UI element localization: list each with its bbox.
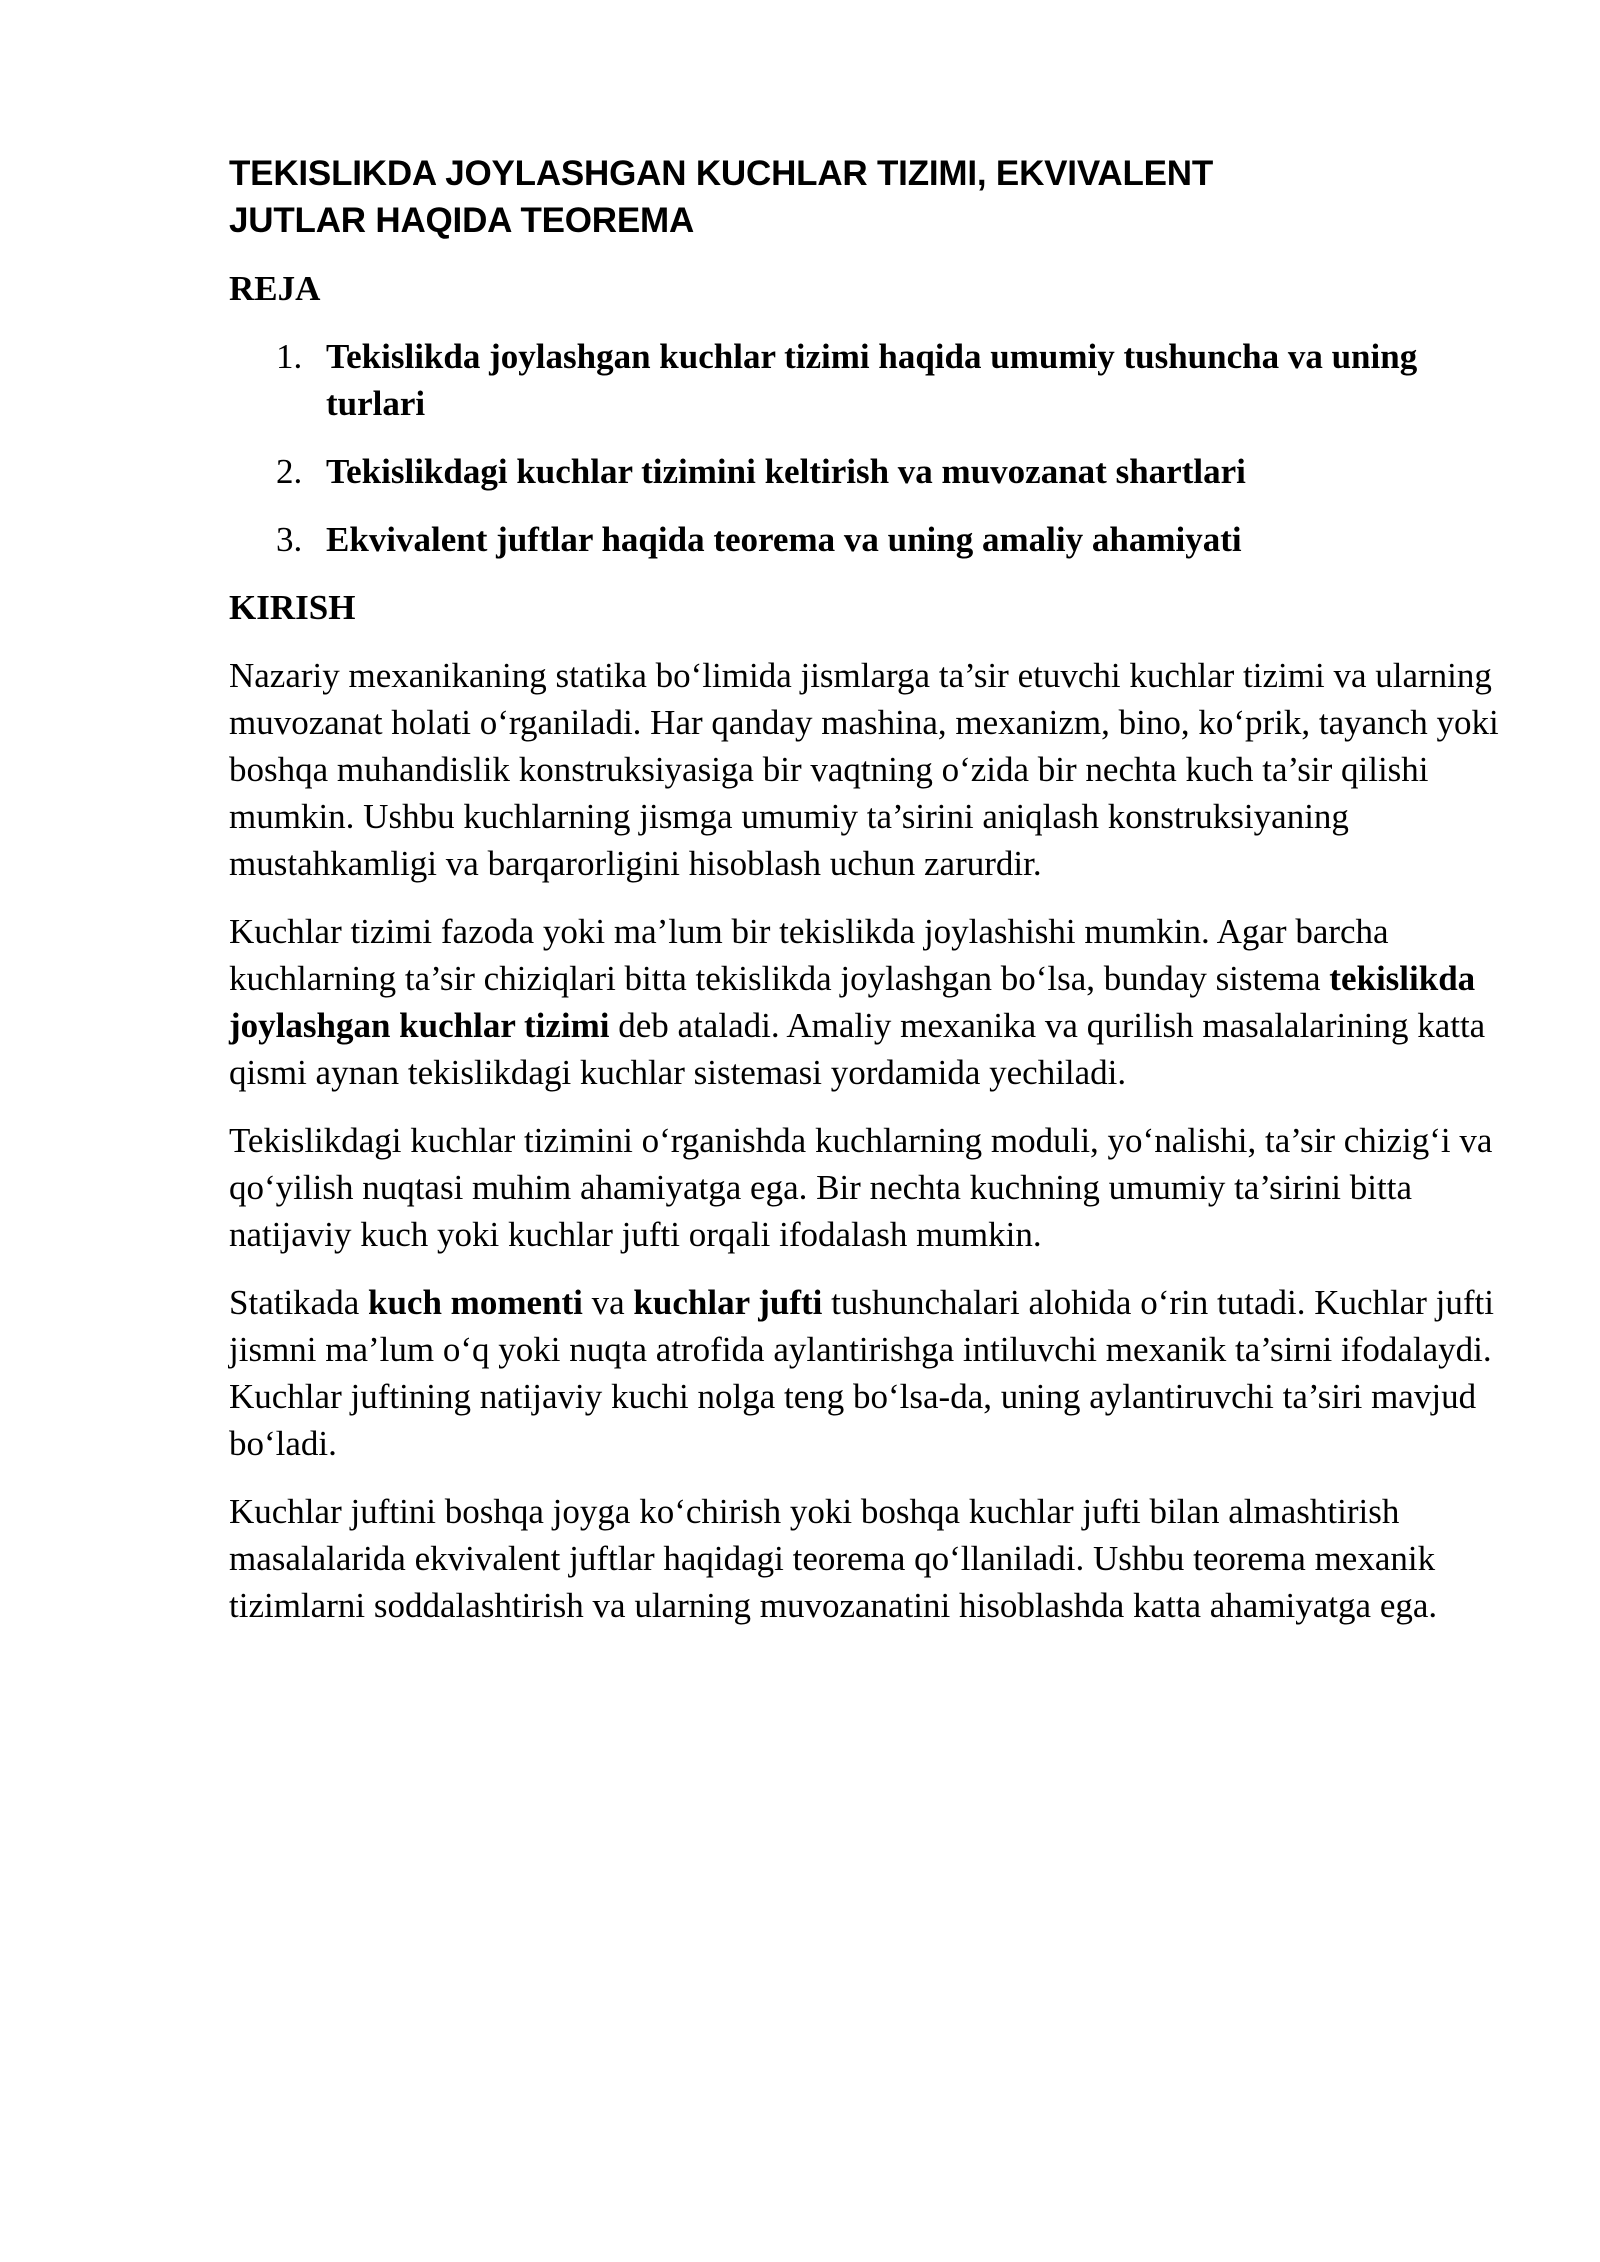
paragraph-text: Statikada <box>229 1283 368 1322</box>
bold-term: tekislikda joylashgan kuchlar tizimi <box>229 959 1476 1045</box>
title-line-2: JUTLAR HAQIDA TEOREMA <box>229 201 695 240</box>
plan-item-text: Tekislikdagi kuchlar tizimini keltirish va muvozanat shartlari <box>326 452 1246 491</box>
paragraph-text: tushunchalari alohida o‘rin tutadi. Kuchlar jufti jismni ma’lum o‘q yoki nuqta atrofida aylantirishga intiluvchi mexanik ta’sirni ifodalaydi. Kuchlar juftining natijaviy kuchi nolga teng bo‘lsa-da, uning aylantiruvchi ta’siri mavjud bo‘ladi. <box>229 1283 1495 1463</box>
paragraph-text: Kuchlar tizimi fazoda yoki ma’lum bir tekislikda joylashishi mumkin. Agar barcha kuchlarning ta’sir chiziqlari bitta tekislikda joylashgan bo‘lsa, bunday sistema <box>229 912 1389 998</box>
plan-item-number: 3. <box>276 520 303 559</box>
intro-paragraph-3: Tekislikdagi kuchlar tizimini o‘rganishda kuchlarning moduli, yo‘nalishi, ta’sir chizig‘i va qo‘yilish nuqtasi muhim ahamiyatga ega. Bir nechta kuchning umumiy ta’sirini bitta natijaviy kuch yoki kuchlar jufti orqali ifodalash mumkin. <box>229 1121 1493 1254</box>
plan-heading: REJA <box>229 269 321 308</box>
plan-item-text: Tekislikda joylashgan kuchlar tizimi haqida umumiy tushuncha va uning turlari <box>326 337 1418 423</box>
document-page <box>229 150 1499 1650</box>
intro-paragraph-2 <box>229 908 1499 1096</box>
title-line-1: TEKISLIKDA JOYLASHGAN KUCHLAR TIZIMI, EKVIVALENT <box>229 154 1214 193</box>
plan-item-1 <box>229 333 1499 427</box>
plan-item-3 <box>229 516 1499 563</box>
plan-item-number: 2. <box>276 452 303 491</box>
intro-paragraph-5: Kuchlar juftini boshqa joyga ko‘chirish yoki boshqa kuchlar jufti bilan almashtirish masalalarida ekvivalent juftlar haqidagi teorema qo‘llaniladi. Ushbu teorema mexanik tizimlarni soddalashtirish va ularning muvozanatini hisoblashda katta ahamiyatga ega. <box>229 1492 1438 1625</box>
bold-term: kuch momenti <box>368 1283 583 1322</box>
paragraph-text: deb ataladi. Amaliy mexanika va qurilish masalalarining katta qismi aynan tekislikdagi kuchlar sistemasi yordamida yechiladi. <box>229 1006 1486 1092</box>
paragraph-text: va <box>582 1283 634 1322</box>
document-title <box>229 150 1499 244</box>
plan-item-number: 1. <box>276 337 303 376</box>
intro-heading: KIRISH <box>229 588 356 627</box>
plan-item-text: Ekvivalent juftlar haqida teorema va uning amaliy ahamiyati <box>326 520 1242 559</box>
plan-item-2 <box>229 448 1499 495</box>
intro-paragraph-4 <box>229 1279 1499 1467</box>
plan-list <box>229 333 1499 563</box>
bold-term: kuchlar jufti <box>633 1283 823 1322</box>
intro-paragraph-1: Nazariy mexanikaning statika bo‘limida jismlarga ta’sir etuvchi kuchlar tizimi va ularning muvozanat holati o‘rganiladi. Har qanday mashina, mexanizm, bino, ko‘prik, tayanch yoki boshqa muhandislik konstruksiyasiga bir vaqtning o‘zida bir nechta kuch ta’sir qilishi mumkin. Ushbu kuchlarning jismga umumiy ta’sirini aniqlash konstruksiyaning mustahkamligi va barqarorligini hisoblash uchun zarurdir. <box>229 656 1499 883</box>
